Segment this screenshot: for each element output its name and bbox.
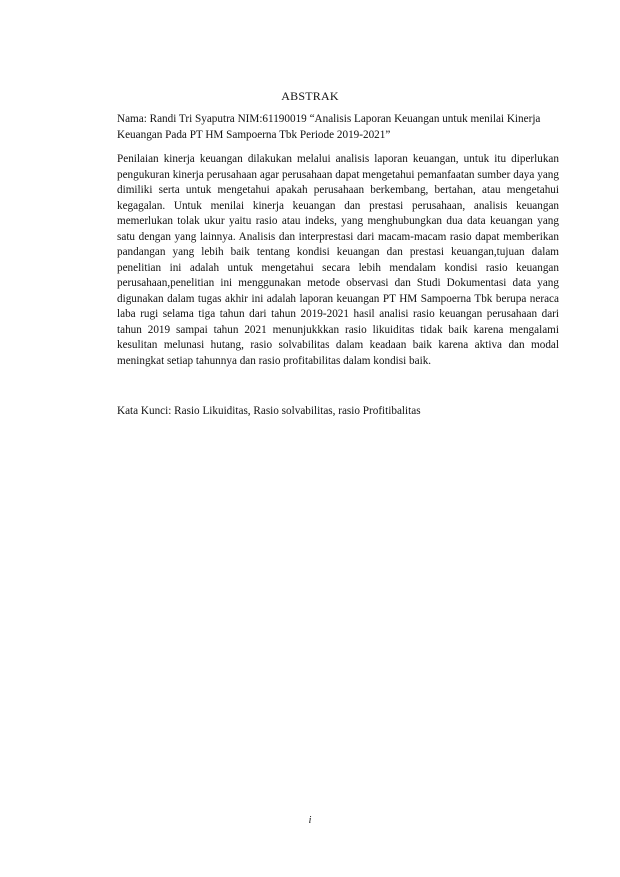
abstract-title: ABSTRAK: [281, 89, 339, 103]
keywords: Kata Kunci: Rasio Likuiditas, Rasio solvabilitas, rasio Profitibalitas: [117, 405, 421, 417]
abstract-paragraph: Penilaian kinerja keuangan dilakukan melalui analisis laporan keuangan, untuk itu diperlukan pengukuran kinerja perusahaan agar perusahaan dapat mengetahui pemanfaatan sumber daya yang dimiliki serta untuk mengetahui apakah perusahaan berkembang, bertahan, atau mengetahui kegagalan. Untuk menilai kinerja keuangan dan prestasi perusahaan, analisis keuangan memerlukan tolak ukur yaitu rasio atau indeks, yang menghubungkan dua data keuangan yang satu dengan yang lainnya. Analisis dan interprestasi dari macam-macam rasio dapat memberikan pandangan yang lebih baik tentang kondisi keuangan dan prestasi keuangan,tujuan dalam penelitian ini adalah untuk mengetahui secara lebih mendalam kondisi rasio keuangan perusahaan,penelitian ini menggunakan metode observasi dan Studi Dokumentasi data yang digunakan dalam tugas akhir ini adalah laporan keuangan PT HM Sampoerna Tbk berupa neraca laba rugi selama tiga tahun dari tahun 2019-2021 hasil analisi rasio keuangan perusahaan dari tahun 2019 sampai tahun 2021 menunjukkkan rasio likuiditas tidak baik karena mengalami kesulitan melunasi hutang, rasio solvabilitas dalam keadaan baik karena aktiva dan modal meningkat setiap tahunnya dan rasio profitabilitas dalam kondisi baik.: [117, 153, 559, 367]
page-number: i: [308, 815, 312, 826]
author-identity: Nama: Randi Tri Syaputra NIM:61190019 “Analisis Laporan Keuangan untuk menilai Kinerja Keuangan Pada PT HM Sampoerna Tbk Periode 2019-2021”: [117, 113, 541, 141]
abstract-body: [117, 152, 559, 369]
